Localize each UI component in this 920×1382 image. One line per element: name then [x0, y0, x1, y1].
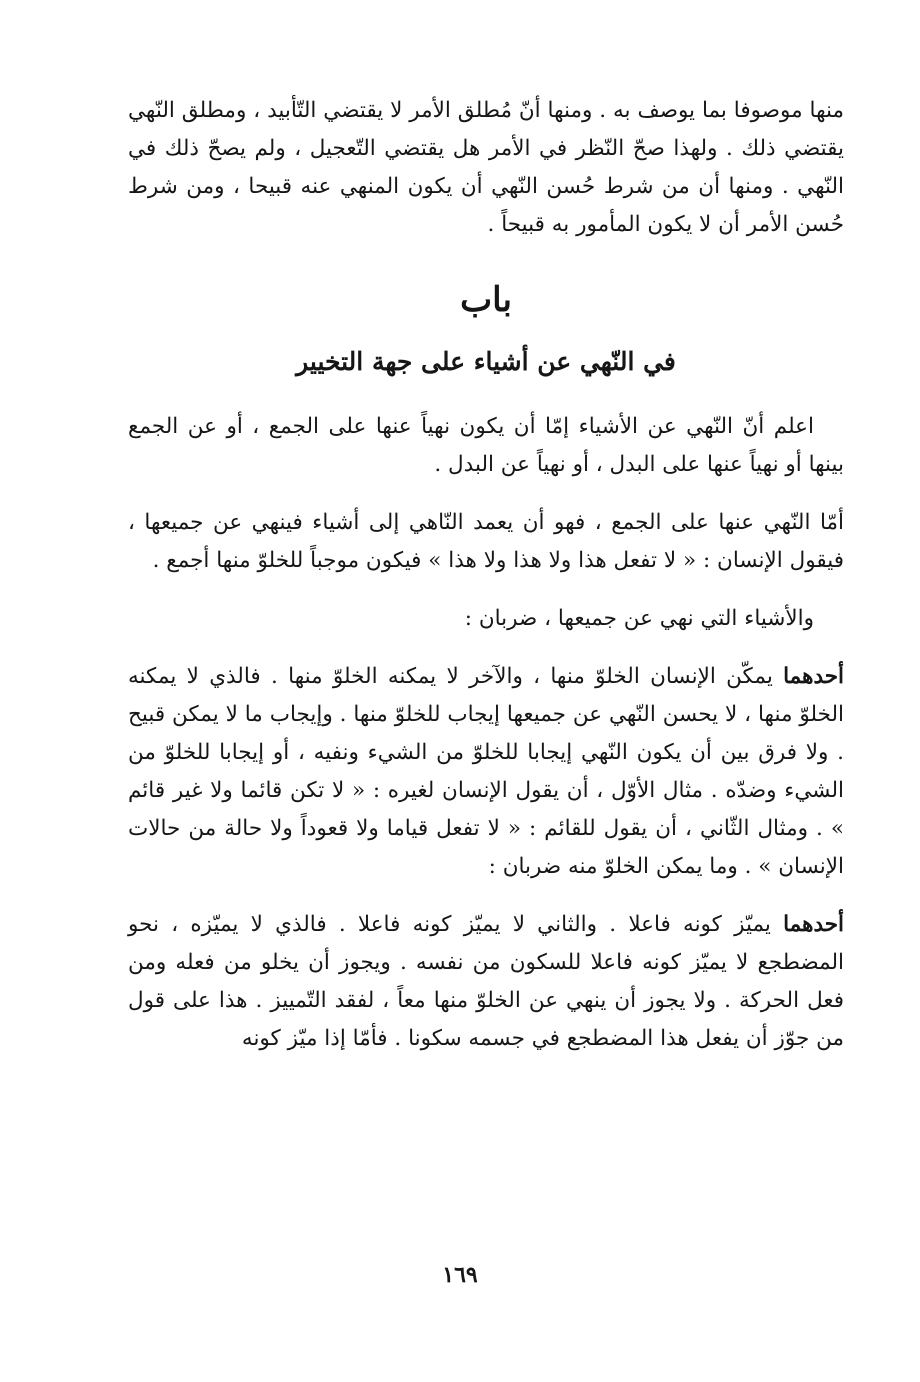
paragraph-definition: اعلم أنّ النّهي عن الأشياء إمّا أن يكون نهياً عنها على الجمع ، أو عن الجمع بينها أو نهياً عنها على البدل ، أو نهياً عن البدل . [128, 414, 844, 477]
paragraph-second-kind [128, 906, 844, 1058]
spacer [128, 484, 844, 504]
page-number: ١٦٩ [442, 1262, 478, 1288]
paragraph-intro: منها موصوفا بما يوصف به . ومنها أنّ مُطلق الأمر لا يقتضي التّأبيد ، ومطلق النّهي يقتضي ذلك . ولهذا صحّ النّظر في الأمر هل يقتضي التّعجيل ، ولم يصحّ ذلك في النّهي . ومنها أن من شرط حُسن النّهي أن يكون المنهي عنه قبيحا ، ومن شرط حُسن الأمر أن لا يكون المأمور به قبيحاً . [128, 98, 844, 237]
paragraph-text: يمكّن الإنسان الخلوّ منها ، والآخر لا يمكنه الخلوّ منها . فالذي لا يمكنه الخلوّ منها ، لا يحسن النّهي عن جميعها إيجاب للخلوّ منها . وإيجاب ما لا يمكن قبيح . ولا فرق بين أن يكون النّهي إيجابا للخلوّ من الشيء ونفيه ، أو إيجابا للخلوّ من الشيء وضدّه . مثال الأوّل ، أن يقول الإنسان لغيره : « لا تكن قائما ولا غير قائم » . ومثال الثّاني ، أن يقول للقائم : « لا تفعل قياما ولا قعوداً ولا حالة من حالات الإنسان » . وما يمكن الخلوّ منه ضربان : [128, 664, 844, 879]
paragraph-collective: أمّا النّهي عنها على الجمع ، فهو أن يعمد النّاهي إلى أشياء فينهي عن جميعها ، فيقول الإنسان : « لا تفعل هذا ولا هذا ولا هذا » فيكون موجباً للخلوّ منها أجمع . [128, 510, 844, 573]
chapter-subtitle: في النّهي عن أشياء على جهة التخيير [296, 347, 676, 376]
chapter-title: باب [460, 280, 512, 320]
paragraph-first-kind [128, 658, 844, 886]
lead-word: أحدهما [783, 912, 844, 937]
spacer [128, 886, 844, 906]
lead-word: أحدهما [783, 664, 844, 689]
spacer [128, 580, 844, 600]
paragraph-two-kinds: والأشياء التي نهي عن جميعها ، ضربان : [464, 606, 814, 631]
paragraph-text: يميّز كونه فاعلا . والثاني لا يميّز كونه فاعلا . فالذي لا يميّزه ، نحو المضطجع لا يميّز كونه فاعلا للسكون من نفسه . ويجوز أن يخلو من فعله ومن فعل الحركة . ولا يجوز أن ينهي عن الخلوّ منها معاً ، لفقد التّمييز . هذا على قول من جوّز أن يفعل هذا المضطجع في جسمه سكونا . فأمّا إذا ميّز كونه [128, 912, 844, 1051]
spacer [128, 638, 844, 658]
page-body [128, 92, 844, 1332]
